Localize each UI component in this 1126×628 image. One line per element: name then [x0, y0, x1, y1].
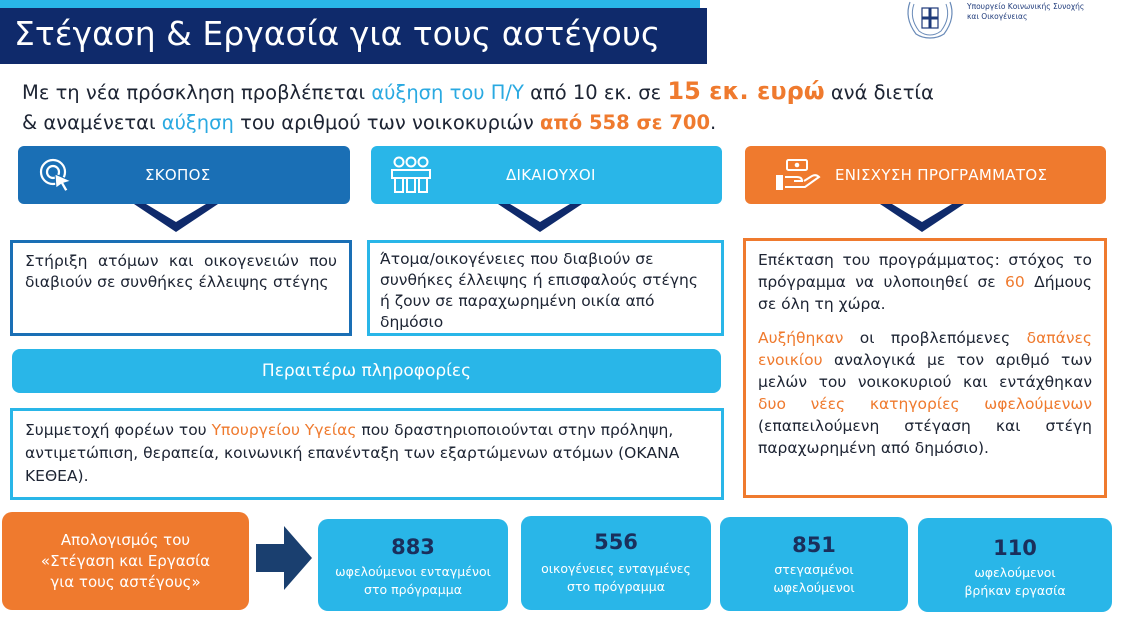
stat-label-line-2: στο πρόγραμμα [364, 582, 462, 597]
enisxysi-paragraph-2 [758, 327, 1092, 459]
stat-label-line-1: ωφελούμενοι [974, 565, 1056, 580]
enisxysi-highlight: δυο νέες κατηγορίες ωφελούμενων [758, 395, 1092, 413]
ministry-line-2: και Οικογένειας [967, 12, 1028, 21]
section-label-enisxysi: ΕΝΙΣΧΥΣΗ ΠΡΟΓΡΑΜΜΑΤΟΣ [835, 166, 1048, 184]
intro-line-2 [22, 108, 934, 138]
stat-label-line-2: βρήκαν εργασία [964, 583, 1066, 598]
ministry-line-1: Υπουργείο Κοινωνικής Συνοχής [967, 2, 1085, 11]
intro-highlight-households: από 558 σε 700 [539, 111, 711, 134]
intro-text-segment: από 10 εκ. σε [523, 81, 668, 104]
intro-highlight-amount: 15 εκ. ευρώ [667, 77, 825, 105]
stat-number: 883 [391, 535, 435, 559]
enisxysi-highlight: δαπάνες ενοικίου [758, 329, 1092, 369]
intro-text-segment: του αριθμού των νοικοκυριών [233, 111, 540, 134]
enisxysi-text-segment: αναλογικά με τον αριθμό των μελών του νοικοκυριού και εντάχθηκαν [758, 351, 1092, 391]
stat-card [918, 518, 1112, 612]
ministry-name [967, 2, 1117, 22]
stat-number: 556 [594, 530, 638, 554]
more-info-text-segment: που δραστηριοποιούνται στην πρόληψη, αντιμετώπιση, θεραπεία, κοινωνική επανένταξη των εξαρτώμενων ατόμων (ΟΚΑΝΑ ΚΕΘΕΑ). [25, 421, 680, 485]
content-box-enisxysi [743, 238, 1107, 498]
page-title: Στέγαση & Εργασία για τους αστέγους [14, 14, 661, 53]
intro-highlight: αύξηση [161, 111, 234, 134]
section-header-skopos [18, 146, 350, 204]
summary-line-1: Απολογισμός του [60, 530, 191, 549]
chevron-down-icon [880, 204, 964, 232]
enisxysi-paragraph-1 [758, 249, 1092, 315]
intro-line-1 [22, 76, 934, 108]
more-info-bar [12, 349, 721, 393]
stat-label-line-1: στεγασμένοι [774, 562, 854, 577]
more-info-label: Περαιτέρω πληροφορίες [261, 361, 472, 381]
intro-highlight: αύξηση του Π/Υ [371, 81, 524, 104]
arrow-right-icon [256, 526, 312, 590]
enisxysi-text-segment: οι προβλεπόμενες [843, 329, 1027, 347]
stat-number: 851 [792, 533, 836, 557]
more-info-box [10, 408, 724, 500]
enisxysi-highlight: 60 [1005, 273, 1025, 291]
section-header-dikaiouxoi [371, 146, 722, 204]
stat-number: 110 [993, 536, 1037, 560]
content-box-dikaiouxoi [367, 240, 724, 336]
stat-card [318, 519, 508, 611]
enisxysi-text-segment: Επέκταση του προγράμματος: στόχος το πρόγραμμα να υλοποιηθεί σε [758, 251, 1092, 291]
summary-line-2: «Στέγαση και Εργασία [40, 551, 211, 570]
section-label-skopos: ΣΚΟΠΟΣ [145, 166, 211, 184]
stat-label-line-1: ωφελούμενοι ενταγμένοι [335, 564, 491, 579]
stat-card [720, 517, 908, 611]
intro-text-segment: ανά διετία [824, 81, 934, 104]
section-label-dikaiouxoi: ΔΙΚΑΙΟΥΧΟΙ [506, 166, 596, 184]
paragraph-spacer [758, 315, 1092, 327]
more-info-highlight: Υπουργείου Υγείας [211, 421, 357, 439]
intro-text [22, 76, 934, 138]
people-group-icon [389, 155, 433, 195]
hand-money-icon [775, 158, 821, 192]
intro-text-segment: . [710, 111, 717, 134]
skopos-text: Στήριξη ατόμων και οικογενειών που διαβιούν σε συνθήκες έλλειψης στέγης [25, 252, 337, 291]
stat-label-line-2: στο πρόγραμμα [567, 579, 665, 594]
target-cursor-icon [38, 157, 76, 193]
enisxysi-text-segment: Δήμους σε όλη τη χώρα. [758, 273, 1092, 313]
stat-card [521, 516, 711, 610]
enisxysi-text-segment: (επαπειλούμενη στέγαση και στέγη παραχωρημένη από δημόσιο). [758, 417, 1092, 457]
intro-text-segment: Με τη νέα πρόσκληση προβλέπεται [22, 81, 372, 104]
intro-text-segment: & αναμένεται [22, 111, 162, 134]
summary-box [2, 512, 249, 610]
enisxysi-highlight: Αυξήθηκαν [758, 329, 844, 347]
content-box-skopos [10, 240, 352, 336]
section-header-enisxysi [745, 146, 1106, 204]
summary-line-3: για τους αστέγους» [50, 572, 201, 591]
chevron-down-icon [498, 204, 582, 232]
summary-text [41, 530, 210, 593]
stat-label-line-2: ωφελούμενοι [773, 580, 855, 595]
more-info-text-segment: Συμμετοχή φορέων του [25, 421, 212, 439]
stat-label-line-1: οικογένειες ενταγμένες [541, 561, 691, 576]
chevron-down-icon [134, 204, 218, 232]
title-accent-stripe [0, 0, 700, 8]
hellenic-crest-icon [900, 0, 960, 40]
dikaiouxoi-text: Άτομα/οικογένειες που διαβιούν σε συνθήκες έλλειψης ή επισφαλούς στέγης ή ζουν σε παραχωρημένη οικία από δημόσιο [380, 250, 698, 331]
